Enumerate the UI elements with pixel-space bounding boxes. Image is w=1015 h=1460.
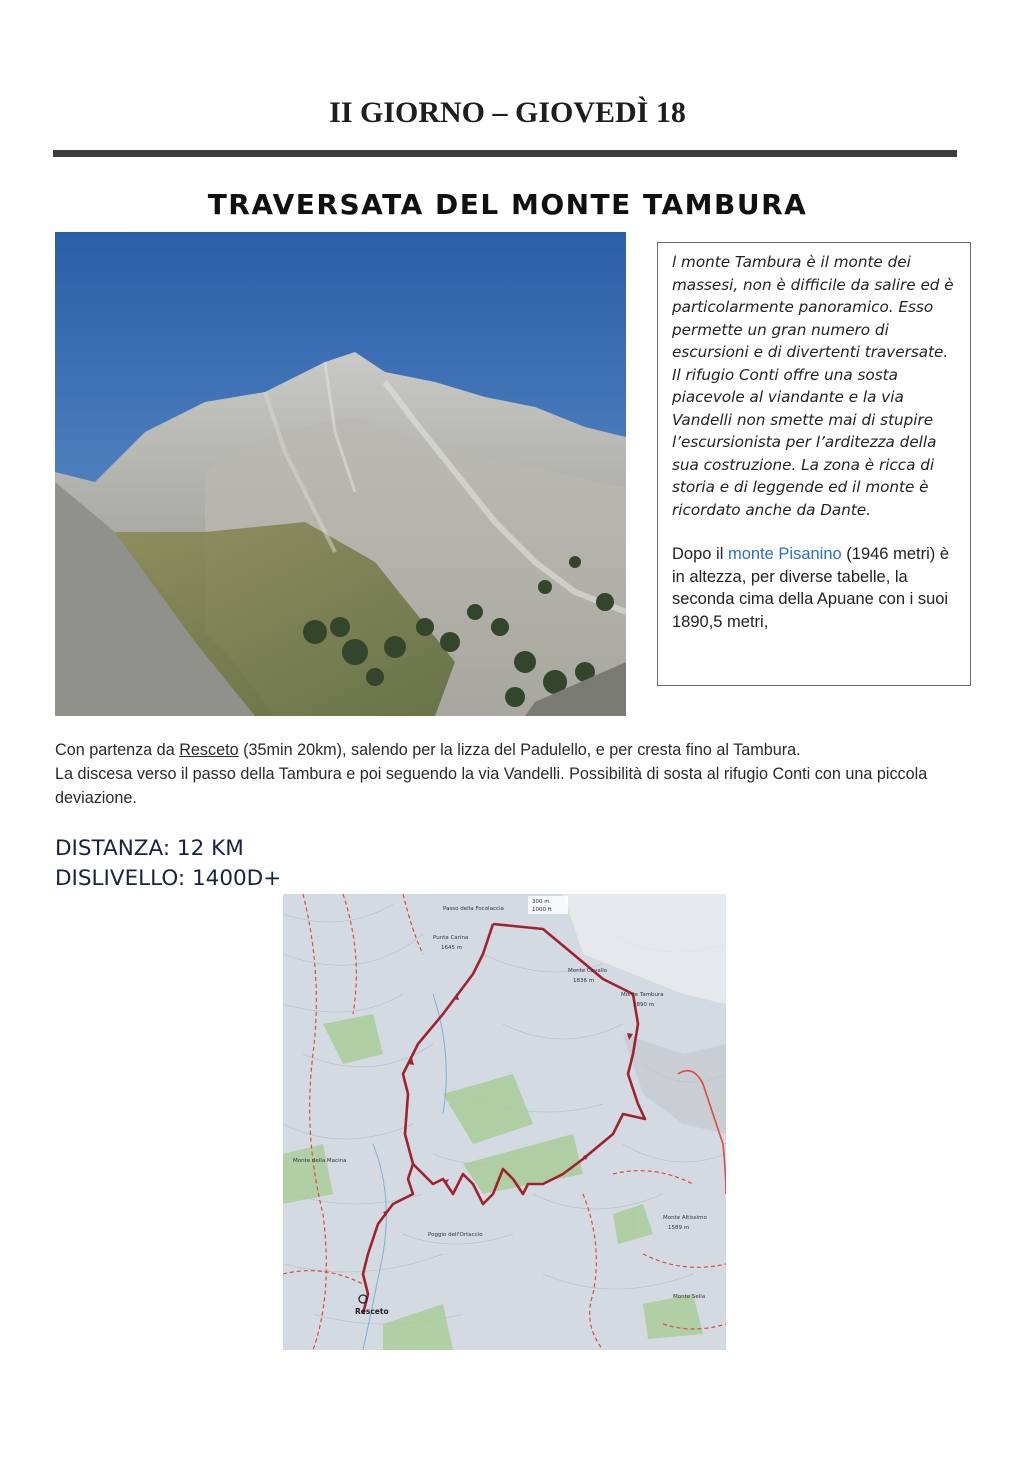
route-description bbox=[55, 738, 965, 810]
info-italic-text: l monte Tambura è il monte dei massesi, non è difficile da salire ed è particolarmente panoramico. Esso permette un gran numero di escursioni e di divertenti traversate. Il rifugio Conti offre una sosta piacevole al viandante e la via Vandelli non smette mai di stupire l’escursionista per l’arditezza della sua costruzione. La zona è ricca di storia e di leggende ed il monte è ricordato anche da Dante. bbox=[672, 253, 954, 519]
resceto-link[interactable]: Resceto bbox=[179, 741, 239, 759]
header-divider bbox=[53, 150, 957, 157]
map-label-monte-cavallo: Monte Cavallo bbox=[568, 968, 608, 974]
map-label-monte-macina: Monte della Macina bbox=[293, 1158, 347, 1164]
map-label-passo-focolaccia: Passo della Focolaccia bbox=[443, 906, 504, 912]
description-line-1 bbox=[55, 738, 965, 762]
map-label-poggio: Poggio dell'Ortaccio bbox=[428, 1232, 483, 1238]
map-label-monte-altissimo-height: 1589 m bbox=[668, 1225, 690, 1231]
info-plain-after: (1946 metri) è in altezza, per diverse tabelle, la seconda cima della Apuane con i suoi 1890,5 metri, bbox=[672, 545, 949, 631]
map-label-monte-tambura-height: 1890 m bbox=[633, 1002, 655, 1008]
description-after: (35min 20km), salendo per la lizza del Padulello, e per cresta fino al Tambura. bbox=[238, 741, 801, 759]
map-label-monte-altissimo: Monte Altissimo bbox=[663, 1215, 707, 1221]
map-label-monte-sella: Monte Sella bbox=[673, 1294, 706, 1300]
description-line-2: La discesa verso il passo della Tambura e poi seguendo la via Vandelli. Possibilità di sosta al rifugio Conti con una piccola deviazione. bbox=[55, 765, 928, 807]
description-before: Con partenza da bbox=[55, 741, 180, 759]
distance-stat: DISTANZA: 12 KM bbox=[55, 836, 244, 861]
map-label-punta-carina: Punta Carina bbox=[433, 935, 469, 941]
map-label-punta-carina-height: 1645 m bbox=[441, 945, 463, 951]
map-label-monte-tambura: Monte Tambura bbox=[621, 992, 664, 998]
info-box bbox=[657, 242, 971, 686]
info-plain-before: Dopo il bbox=[672, 545, 728, 563]
map-label-resceto: Resceto bbox=[355, 1307, 389, 1316]
route-map bbox=[283, 894, 726, 1350]
section-title: TRAVERSATA DEL MONTE TAMBURA bbox=[207, 188, 808, 221]
elevation-stat: DISLIVELLO: 1400D+ bbox=[55, 866, 282, 891]
map-scale-feet: 1000 ft bbox=[532, 907, 552, 913]
map-label-monte-cavallo-height: 1836 m bbox=[573, 978, 595, 984]
mountain-photo bbox=[55, 232, 626, 716]
page-header: II GIORNO – GIOVEDÌ 18 bbox=[329, 96, 686, 129]
map-scale bbox=[528, 896, 568, 914]
monte-pisanino-link[interactable]: monte Pisanino bbox=[727, 545, 842, 563]
map-scale-meters: 300 m bbox=[532, 899, 550, 905]
info-plain-text bbox=[672, 543, 960, 633]
